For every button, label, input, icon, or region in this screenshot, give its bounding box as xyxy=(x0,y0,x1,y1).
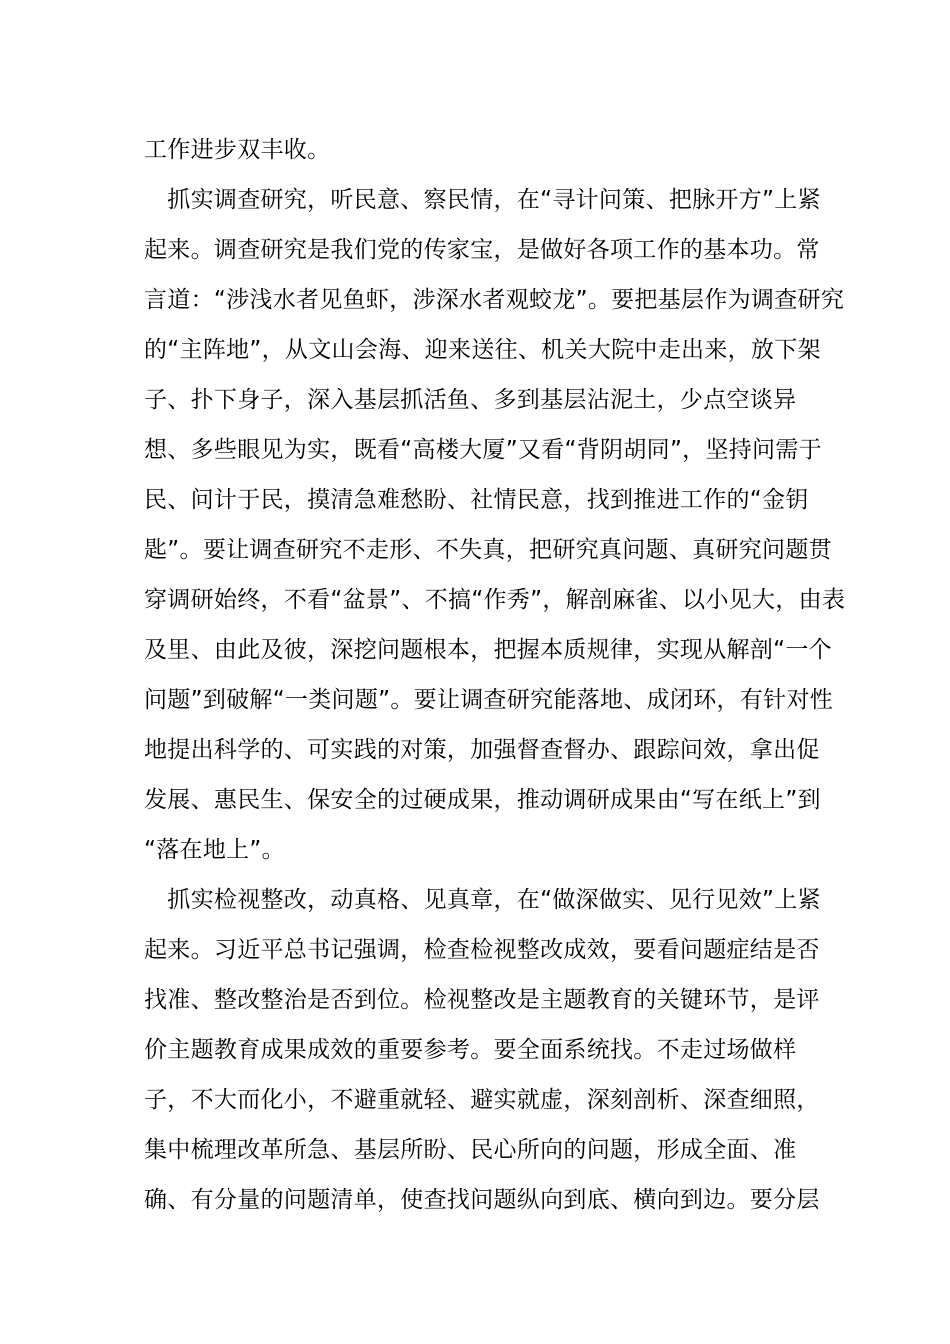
text-line: 起来。调查研究是我们党的传家宝，是做好各项工作的基本功。常 xyxy=(144,237,820,263)
text-line: 民、问计于民，摸清急难愁盼、社情民意，找到推进工作的“金钥 xyxy=(144,487,809,513)
text-line: 抓实调查研究，听民意、察民情，在“寻计问策、把脉开方”上紧 xyxy=(144,187,821,213)
text-line: 言道：“涉浅水者见鱼虾，涉深水者观蛟龙”。要把基层作为调查研究 xyxy=(144,287,845,313)
text-line: 集中梳理改革所急、基层所盼、民心所向的问题，形成全面、准 xyxy=(144,1137,797,1163)
text-line: 地提出科学的、可实践的对策，加强督查督办、跟踪问效，拿出促 xyxy=(144,737,820,763)
text-line: 想、多些眼见为实，既看“高楼大厦”又看“背阴胡同”，坚持问需于 xyxy=(144,437,822,463)
text-line: 起来。习近平总书记强调，检查检视整改成效，要看问题症结是否 xyxy=(144,937,820,963)
text-line: 确、有分量的问题清单，使查找问题纵向到底、横向到边。要分层 xyxy=(144,1187,820,1213)
text-line: 穿调研始终，不看“盆景”、不搞“作秀”，解剖麻雀、以小见大，由表 xyxy=(144,587,846,613)
text-line: 子、扑下身子，深入基层抓活鱼、多到基层沾泥土，少点空谈异 xyxy=(144,387,797,413)
text-line: 价主题教育成果成效的重要参考。要全面系统找。不走过场做样 xyxy=(144,1037,797,1063)
text-line: 抓实检视整改，动真格、见真章，在“做深做实、见行见效”上紧 xyxy=(144,887,821,913)
text-line: 子，不大而化小，不避重就轻、避实就虚，深刻剖析、深查细照， xyxy=(144,1087,820,1113)
text-line: 发展、惠民生、保安全的过硬成果，推动调研成果由“写在纸上”到 xyxy=(144,787,821,813)
text-line: 问题”到破解“一类问题”。要让调查研究能落地、成闭环，有针对性 xyxy=(144,687,834,713)
text-line: 及里、由此及彼，深挖问题根本，把握本质规律，实现从解剖“一个 xyxy=(144,637,832,663)
text-line: 找准、整改整治是否到位。检视整改是主题教育的关键环节，是评 xyxy=(144,987,820,1013)
text-line: 的“主阵地”，从文山会海、迎来送往、机关大院中走出来，放下架 xyxy=(144,337,821,363)
text-line: 工作进步双丰收。 xyxy=(144,137,331,163)
text-line: 匙”。要让调查研究不走形、不失真，把研究真问题、真研究问题贯 xyxy=(144,537,832,563)
text-line: “落在地上”。 xyxy=(144,837,285,863)
